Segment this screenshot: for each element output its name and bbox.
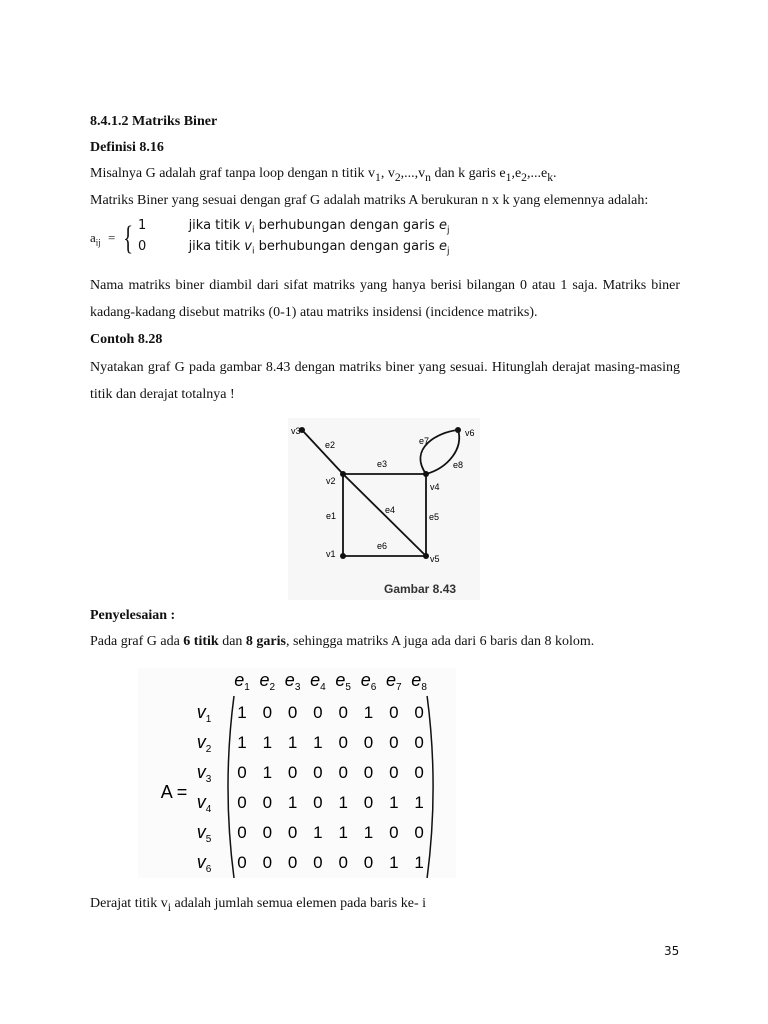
- matrix-cell: 0: [363, 853, 374, 872]
- example-text: Nyatakan graf G pada gambar 8.43 dengan matriks biner yang sesuai. Hitunglah derajat masing-masing titik dan derajat totalnya !: [90, 360, 680, 402]
- matrix-cell: 1: [262, 733, 273, 752]
- matrix-cell: 0: [414, 823, 424, 842]
- formula-aij: $a_{ij}$ = { 1 jika titik $v_i$ berhubungan dengan garis $e_j$ 0 jika titik $v_i$ berhubungan dengan garis $e_j$: [90, 216, 680, 258]
- label-e1: e1: [326, 511, 337, 521]
- matrix-cell: 1: [414, 793, 424, 812]
- matrix-cell: 1: [338, 823, 348, 842]
- label-e3: e3: [377, 459, 388, 469]
- formula-case-1: 1 jika titik $v_i$ berhubungan dengan garis $e_j$: [138, 218, 450, 236]
- matrix-cell: 0: [414, 763, 424, 782]
- matrix-row-label: $v_6$: [196, 852, 212, 875]
- matrix-row-label: $v_4$: [196, 792, 212, 815]
- matrix-cell: 0: [363, 763, 374, 782]
- matrix-cell: 1: [313, 733, 323, 752]
- matrix-cell: 0: [287, 703, 298, 722]
- matrix-cell: 0: [338, 763, 348, 782]
- matrix-cell: 1: [414, 853, 424, 872]
- matrix-cell: 0: [338, 853, 348, 872]
- matrix-cell: 0: [313, 763, 323, 782]
- matrix-cell: 0: [262, 823, 273, 842]
- section-title: 8.4.1.2 Matriks Biner: [90, 114, 218, 129]
- matrix-cell: 0: [287, 763, 298, 782]
- matrix-cell: 0: [313, 703, 323, 722]
- matrix-col-header: $e_6$: [360, 670, 377, 693]
- label-v5: v5: [430, 554, 440, 564]
- matrix-row-label: $v_1$: [196, 702, 212, 725]
- matrix-cell: 0: [363, 733, 374, 752]
- label-e6: e6: [377, 541, 388, 551]
- label-v4: v4: [430, 482, 440, 492]
- matrix-col-header: $e_5$: [335, 670, 351, 693]
- vertex-v4: [423, 471, 429, 477]
- matrix-cell: 0: [389, 823, 399, 842]
- matrix-col-header: $e_1$: [234, 670, 250, 693]
- label-v3: v3: [291, 426, 301, 436]
- formula-case-2: 0 jika titik $v_i$ berhubungan dengan garis $e_j$: [138, 239, 450, 257]
- incidence-matrix: [138, 668, 456, 878]
- matrix-cell: 0: [237, 763, 247, 782]
- matrix-cell: 0: [262, 703, 273, 722]
- label-e4: e4: [385, 505, 396, 515]
- matrix-svg: [138, 668, 456, 878]
- matrix-col-header: $e_3$: [284, 670, 301, 693]
- label-v6: v6: [465, 428, 475, 438]
- matrix-cell: 0: [414, 703, 424, 722]
- solution-title: Penyelesaian :: [90, 608, 176, 623]
- matrix-cell: 0: [389, 733, 399, 752]
- matrix-cell: 1: [287, 793, 298, 812]
- page-number: 35: [664, 944, 680, 958]
- explanation-paragraph: Nama matriks biner diambil dari sifat matriks yang hanya berisi bilangan 0 atau 1 saja. Matriks biner kadang-kadang disebut matriks (0-1) atau matriks insidensi (incidence matriks).: [90, 278, 680, 320]
- graph-figure: [288, 418, 480, 600]
- brace-icon: {: [123, 220, 134, 257]
- matrix-cell: 0: [262, 853, 273, 872]
- figure-caption: Gambar 8.43: [384, 582, 457, 596]
- matrix-cell: 0: [237, 853, 247, 872]
- label-v2: v2: [326, 476, 336, 486]
- solution-text: Pada graf G ada 6 titik dan 8 garis, sehingga matriks A juga ada dari 6 baris dan 8 kolom.: [90, 634, 595, 649]
- matrix-cell: 0: [363, 793, 374, 812]
- matrix-col-header: $e_2$: [259, 670, 276, 693]
- example-title: Contoh 8.28: [90, 332, 163, 347]
- matrix-col-header: $e_4$: [310, 670, 326, 693]
- label-v1: v1: [326, 549, 336, 559]
- matrix-cell: 0: [287, 853, 298, 872]
- matrix-cell: 1: [389, 853, 399, 872]
- matrix-cell: 0: [262, 793, 273, 812]
- degree-text: Derajat titik $v_i$ adalah jumlah semua elemen pada baris ke- i: [90, 896, 427, 914]
- matrix-cell: 0: [237, 793, 247, 812]
- label-e5: e5: [429, 512, 440, 522]
- label-e8: e8: [453, 460, 464, 470]
- matrix-cell: 0: [389, 763, 399, 782]
- matrix-row-label: $v_5$: [196, 822, 212, 845]
- vertex-v5: [423, 553, 429, 559]
- matrix-cell: 1: [287, 733, 298, 752]
- matrix-left-paren: [228, 696, 234, 878]
- label-e7: e7: [419, 436, 430, 446]
- label-e2: e2: [325, 440, 336, 450]
- matrix-cell: 1: [313, 823, 323, 842]
- vertex-v1: [340, 553, 346, 559]
- definition-title: Definisi 8.16: [90, 140, 164, 155]
- matrix-name: A =: [160, 782, 188, 802]
- matrix-cell: 0: [389, 703, 399, 722]
- matrix-cell: 0: [237, 823, 247, 842]
- matrix-row-label: $v_2$: [196, 732, 212, 755]
- matrix-row-label: $v_3$: [196, 762, 212, 785]
- matrix-cell: 0: [287, 823, 298, 842]
- matrix-cell: 1: [363, 823, 374, 842]
- matrix-cell: 1: [389, 793, 399, 812]
- matrix-cell: 1: [338, 793, 348, 812]
- vertex-v6: [455, 427, 461, 433]
- matrix-cell: 1: [237, 733, 247, 752]
- matrix-cell: 1: [262, 763, 273, 782]
- matrix-cell: 0: [313, 793, 323, 812]
- matrix-cell: 0: [313, 853, 323, 872]
- matrix-cell: 1: [363, 703, 374, 722]
- matrix-cell: 1: [237, 703, 247, 722]
- matrix-cell: 0: [414, 733, 424, 752]
- matrix-cell: 0: [338, 733, 348, 752]
- vertex-v2: [340, 471, 346, 477]
- matrix-right-paren: [427, 696, 433, 878]
- matrix-col-header: $e_7$: [386, 670, 402, 693]
- definition-line-1: Misalnya G adalah graf tanpa loop dengan n titik $v_1$, $v_2,...,v_n$ dan k garis $e_1,e_2,...e_k$.: [90, 166, 557, 184]
- definition-line-2: Matriks Biner yang sesuai dengan graf G adalah matriks A berukuran n x k yang elemennya adalah:: [90, 193, 649, 208]
- matrix-col-header: $e_8$: [411, 670, 427, 693]
- matrix-cell: 0: [338, 703, 348, 722]
